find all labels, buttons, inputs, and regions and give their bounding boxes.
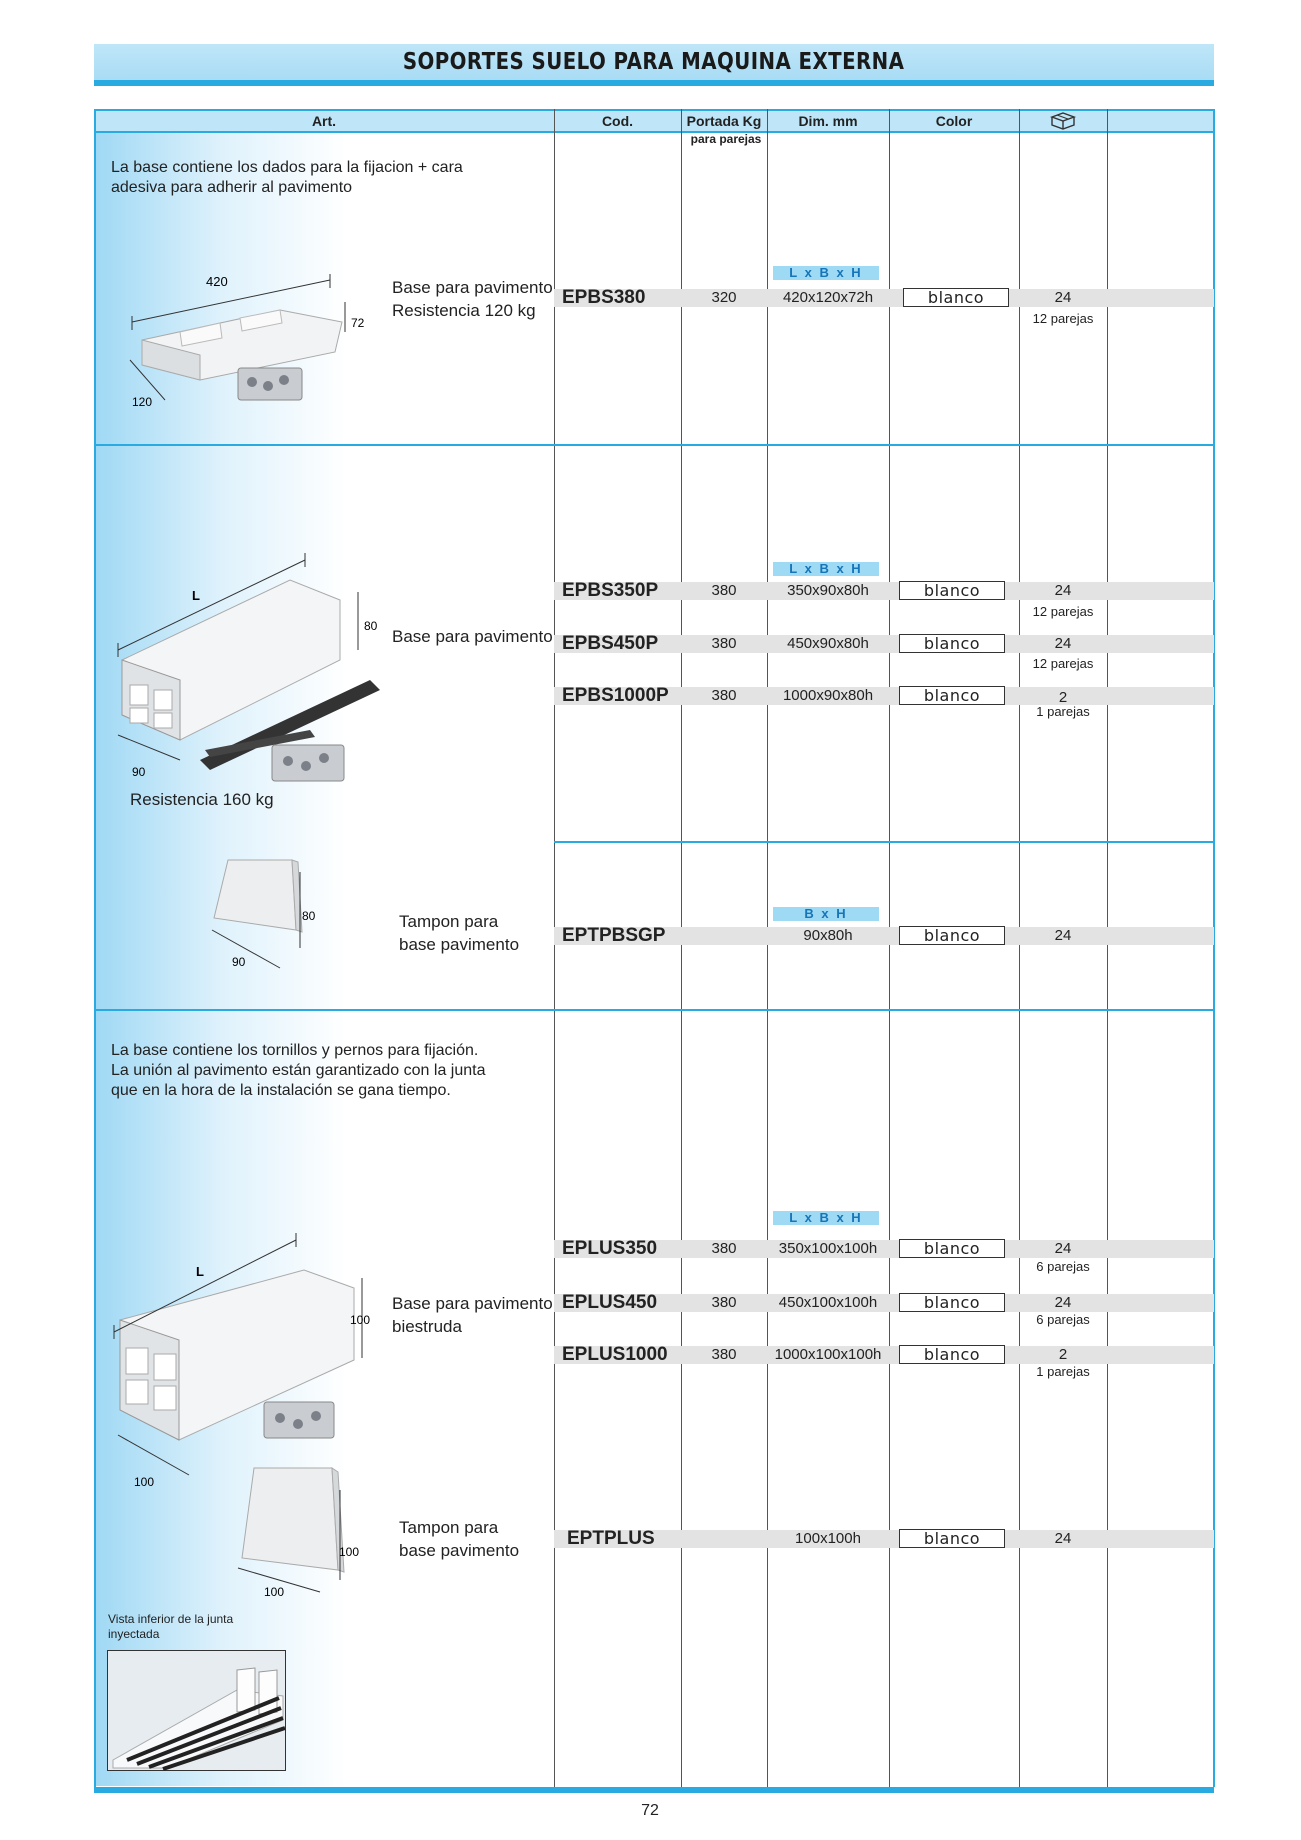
dimension-label: 80 <box>364 619 378 633</box>
pack-pairs: 6 parejas <box>1036 1312 1090 1327</box>
pack-qty: 24 <box>1054 927 1072 944</box>
load-kg: 380 <box>711 635 737 652</box>
pack-qty: 24 <box>1054 635 1072 652</box>
pack-qty: 24 <box>1054 582 1072 599</box>
product-image-eptplus <box>232 1460 362 1600</box>
dimensions: 450x90x80h <box>787 635 869 652</box>
header-art: Art. <box>311 113 337 129</box>
dimensions: 350x90x80h <box>787 582 869 599</box>
color-value: blanco <box>899 686 1005 705</box>
pack-qty: 2 <box>1058 1346 1068 1363</box>
bottom-view-caption: Vista inferior de la junta inyectada <box>108 1612 234 1641</box>
product-image-eptpbsgp <box>200 850 330 980</box>
section-divider <box>94 1009 1214 1011</box>
page-title: SOPORTES SUELO PARA MAQUINA EXTERNA <box>403 49 905 75</box>
product-label: Base para pavimento biestruda <box>392 1294 553 1336</box>
title-band <box>94 44 1214 86</box>
section-divider <box>94 444 1214 446</box>
product-label: Tampon para base pavimento <box>399 1518 520 1560</box>
product-code: EPTPBSGP <box>562 925 666 946</box>
pack-qty: 24 <box>1054 289 1072 306</box>
product-code: EPBS1000P <box>562 685 669 706</box>
dimension-format-label: L x B x H <box>773 1211 879 1225</box>
product-label: Tampon para base pavimento <box>399 912 520 954</box>
product-code: EPBS380 <box>562 287 646 308</box>
load-kg: 380 <box>711 1346 737 1363</box>
dimensions: 1000x100x100h <box>774 1346 882 1363</box>
load-kg: 380 <box>711 1294 737 1311</box>
dimension-format-label: B x H <box>773 907 879 921</box>
dimensions: 90x80h <box>803 927 853 944</box>
header-dim: Dim. mm <box>798 113 858 129</box>
color-value: blanco <box>899 581 1005 600</box>
pack-qty: 2 <box>1058 689 1068 706</box>
dimensions: 450x100x100h <box>778 1294 878 1311</box>
section-description: La base contiene los tornillos y pernos para fijación. La unión al pavimento están garantizado con la junta que en la hora de la instalación se gana tiempo. <box>111 1042 486 1099</box>
pack-pairs: 6 parejas <box>1036 1259 1090 1274</box>
product-label: Base para pavimento <box>392 627 553 646</box>
header-portada-sub: para parejas <box>690 132 762 146</box>
table-border-left <box>94 109 96 1787</box>
color-value: blanco <box>899 1293 1005 1312</box>
load-kg: 380 <box>711 687 737 704</box>
box-icon <box>1019 111 1107 131</box>
dimension-label: 100 <box>264 1585 285 1599</box>
load-kg: 380 <box>711 582 737 599</box>
table-bottom-border <box>94 1787 1214 1793</box>
color-value: blanco <box>899 1345 1005 1364</box>
dimensions: 350x100x100h <box>778 1240 878 1257</box>
product-image-epbs380 <box>120 260 380 420</box>
color-value: blanco <box>899 1529 1005 1548</box>
product-label: Base para pavimento Resistencia 120 kg <box>392 278 553 320</box>
load-kg: 320 <box>711 289 737 306</box>
dimension-label: 100 <box>134 1475 155 1489</box>
dimension-label: L <box>192 588 200 603</box>
dimension-label: 120 <box>132 395 153 409</box>
color-value: blanco <box>899 634 1005 653</box>
dimension-label: 90 <box>132 765 146 779</box>
pack-qty: 24 <box>1054 1530 1072 1547</box>
section-description: La base contiene los dados para la fijacion + cara adesiva para adherir al pavimento <box>111 159 463 196</box>
pack-pairs: 12 parejas <box>1032 311 1094 326</box>
dimensions: 420x120x72h <box>782 289 874 306</box>
section-divider <box>554 841 1214 843</box>
header-portada: Portada Kg <box>686 113 762 129</box>
resistance-label: Resistencia 160 kg <box>130 790 274 809</box>
dimension-label: 90 <box>232 955 246 969</box>
color-value: blanco <box>903 288 1009 307</box>
load-kg: 380 <box>711 1240 737 1257</box>
dimensions: 100x100h <box>795 1530 861 1547</box>
dimension-label: 100 <box>339 1545 360 1559</box>
table-header <box>94 109 1214 133</box>
pack-qty: 24 <box>1054 1294 1072 1311</box>
pack-pairs: 1 parejas <box>1036 1364 1090 1379</box>
dimension-format-label: L x B x H <box>773 562 879 576</box>
product-image-eplus <box>104 1230 384 1490</box>
dimension-label: 420 <box>206 274 228 289</box>
dimension-label: 80 <box>302 909 316 923</box>
product-code: EPLUS450 <box>562 1292 658 1313</box>
page-number: 72 <box>641 1802 659 1819</box>
pack-pairs: 12 parejas <box>1032 604 1094 619</box>
bottom-view-image <box>107 1650 287 1772</box>
color-value: blanco <box>899 926 1005 945</box>
dimensions: 1000x90x80h <box>782 687 874 704</box>
product-code: EPLUS1000 <box>562 1344 668 1365</box>
product-image-epbs-p <box>110 550 390 790</box>
product-code: EPTPLUS <box>567 1528 655 1549</box>
pack-qty: 24 <box>1054 1240 1072 1257</box>
dimension-label: 72 <box>351 316 365 330</box>
product-code: EPBS450P <box>562 633 659 654</box>
pack-pairs: 1 parejas <box>1036 704 1090 719</box>
dimension-format-label: L x B x H <box>773 266 879 280</box>
product-code: EPLUS350 <box>562 1238 658 1259</box>
dimension-label: L <box>196 1264 204 1279</box>
header-cod: Cod. <box>601 113 634 129</box>
color-value: blanco <box>899 1239 1005 1258</box>
pack-pairs: 12 parejas <box>1032 656 1094 671</box>
dimension-label: 100 <box>350 1313 371 1327</box>
header-color: Color <box>935 113 973 129</box>
product-code: EPBS350P <box>562 580 659 601</box>
